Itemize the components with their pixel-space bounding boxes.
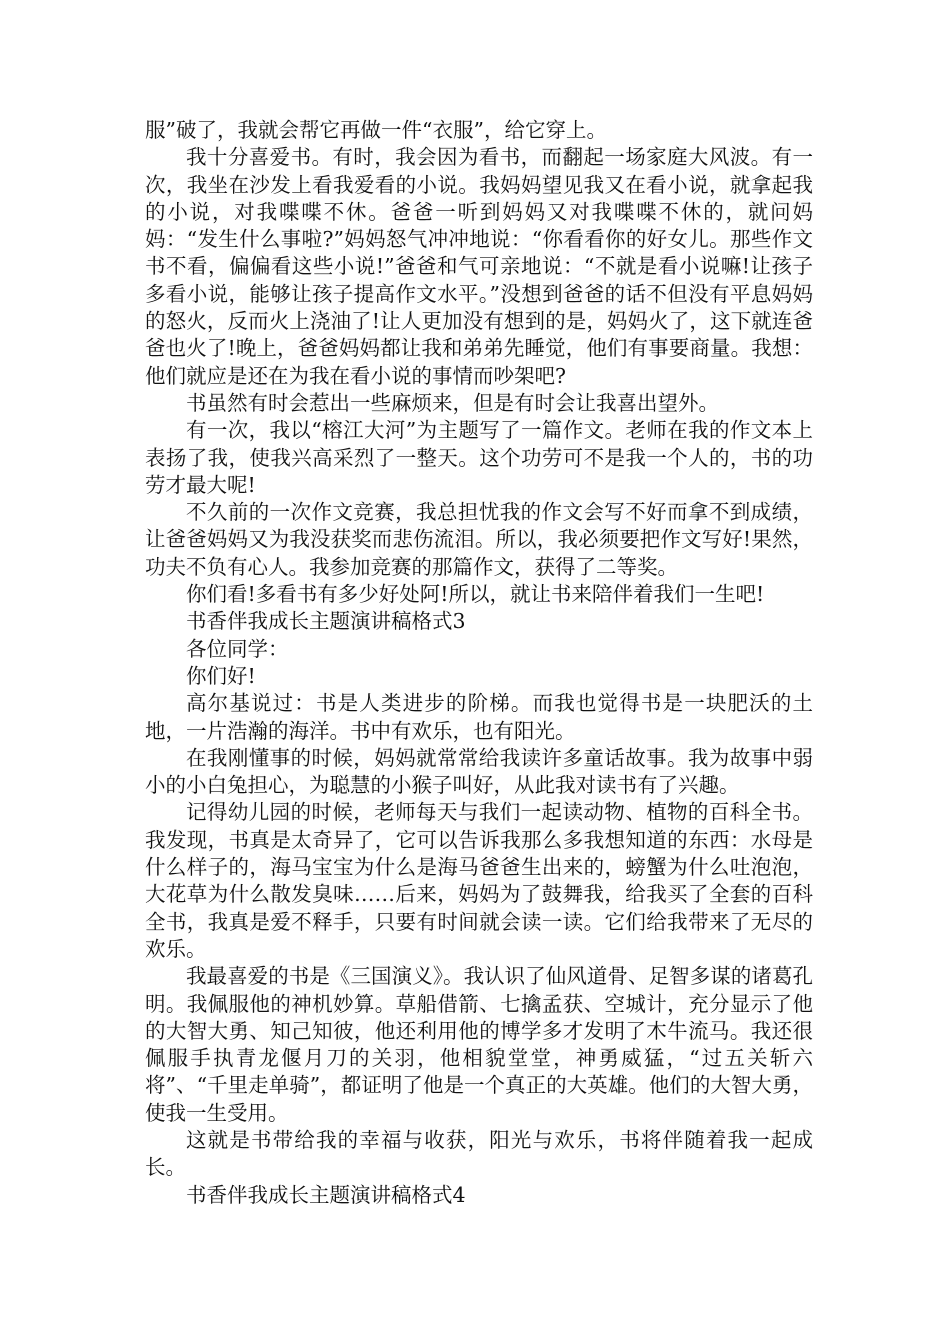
paragraph: 我十分喜爱书。有时，我会因为看书，而翻起一场家庭大风波。有一次，我坐在沙发上看我爱看的小说。我妈妈望见我又在看小说，就拿起我的小说，对我喋喋不休。爸爸一听到妈妈又对我喋喋不休的，就问妈妈：“发生什么事啦?”妈妈怒气冲冲地说：“你看看你的好女儿。那些作文书不看，偏偏看这些小说!”爸爸和气可亲地说：“不就是看小说嘛!让孩子多看小说，能够让孩子提高作文水平。”没想到爸爸的话不但没有平息妈妈的怒火，反而火上浇油了!让人更加没有想到的是，妈妈火了，这下就连爸爸也火了!晚上，爸爸妈妈都让我和弟弟先睡觉，他们有事要商量。我想：他们就应是还在为我在看小说的事情而吵架吧? (145, 145, 813, 388)
paragraph: 你们看!多看书有多少好处阿!所以，就让书来陪伴着我们一生吧! (186, 582, 765, 607)
section-heading: 书香伴我成长主题演讲稿格式4 (186, 1182, 466, 1207)
paragraph: 高尔基说过：书是人类进步的阶梯。而我也觉得书是一块肥沃的土地，一片浩瀚的海洋。书中有欢乐，也有阳光。 (145, 691, 813, 743)
paragraph: 有一次，我以“榕江大河”为主题写了一篇作文。老师在我的作文本上表扬了我，使我兴高采烈了一整天。这个功劳可不是我一个人的，书的功劳才最大呢! (145, 418, 813, 497)
paragraph: 不久前的一次作文竞赛，我总担忧我的作文会写不好而拿不到成绩，让爸爸妈妈又为我没获奖而悲伤流泪。所以，我必须要把作文写好!果然，功夫不负有心人。我参加竞赛的那篇作文，获得了二等奖。 (145, 500, 813, 579)
paragraph: 记得幼儿园的时候，老师每天与我们一起读动物、植物的百科全书。我发现，书真是太奇异了，它可以告诉我那么多我想知道的东西：水母是什么样子的，海马宝宝为什么是海马爸爸生出来的，螃蟹为什么吐泡泡，大花草为什么散发臭味……后来，妈妈为了鼓舞我，给我买了全套的百科全书，我真是爱不释手，只要有时间就会读一读。它们给我带来了无尽的欢乐。 (145, 800, 813, 961)
salutation: 各位同学： (186, 636, 289, 661)
section-heading: 书香伴我成长主题演讲稿格式3 (186, 609, 466, 634)
paragraph: 在我刚懂事的时候，妈妈就常常给我读许多童话故事。我为故事中弱小的小白兔担心，为聪慧的小猴子叫好，从此我对读书有了兴趣。 (145, 745, 813, 798)
paragraph: 这就是书带给我的幸福与收获，阳光与欢乐，书将伴随着我一起成长。 (145, 1127, 813, 1180)
paragraph: 书虽然有时会惹出一些麻烦来，但是有时会让我喜出望外。 (186, 390, 719, 415)
greeting: 你们好! (186, 663, 256, 688)
paragraph: 我最喜爱的书是《三国演义》。我认识了仙风道骨、足智多谋的诸葛孔明。我佩服他的神机妙算。草船借箭、七擒孟获、空城计，充分显示了他的大智大勇、知己知彼，他还利用他的博学多才发明了木牛流马。我还很佩服手执青龙偃月刀的关羽，他相貌堂堂，神勇威猛，“过五关斩六将”、“千里走单骑”，都证明了他是一个真正的大英雄。他们的大智大勇，使我一生受用。 (145, 964, 813, 1125)
document-body (145, 117, 813, 1209)
paragraph-continuation: 服”破了，我就会帮它再做一件“衣服”，给它穿上。 (145, 118, 607, 142)
